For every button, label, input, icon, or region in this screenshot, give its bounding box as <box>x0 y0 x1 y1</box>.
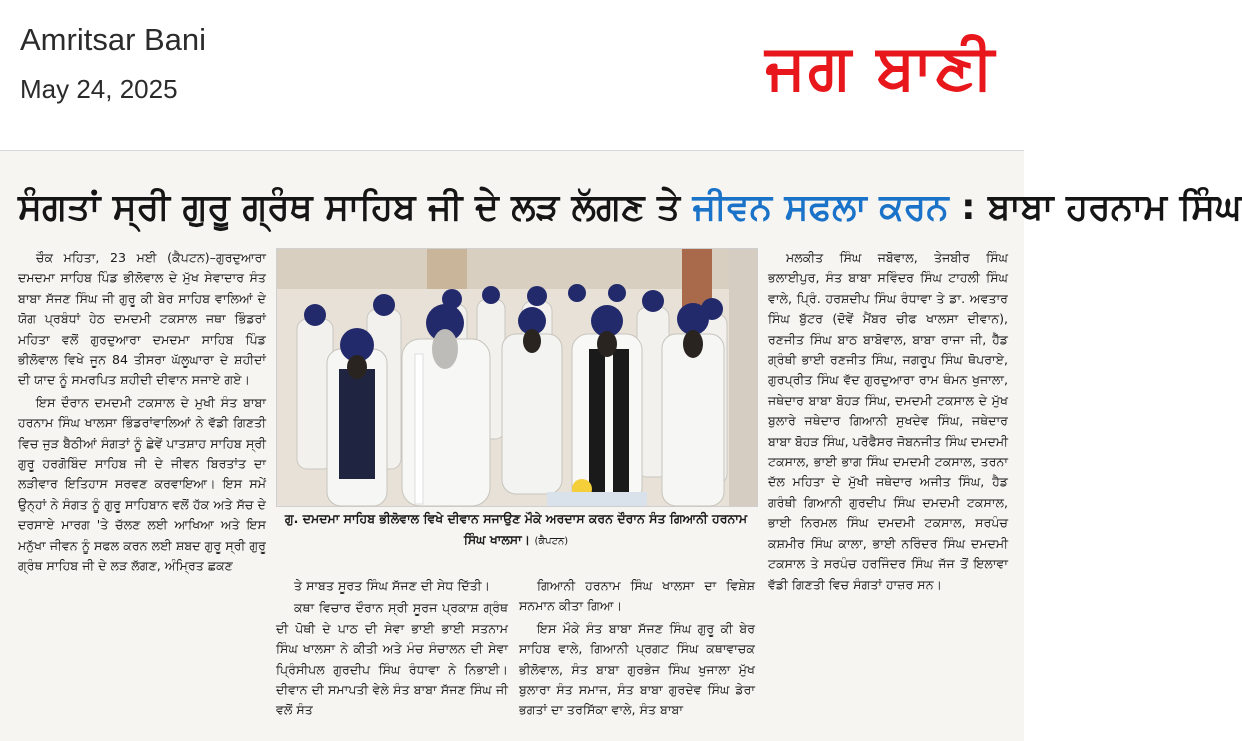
top-header <box>0 0 1024 150</box>
headline-part-2: : ਬਾਬਾ ਹਰਨਾਮ ਸਿੰਘ <box>961 187 1242 228</box>
paragraph: ਇਸ ਮੌਕੇ ਸੰਤ ਬਾਬਾ ਸੱਜਣ ਸਿੰਘ ਗੁਰੂ ਕੀ ਬੇਰ ਸਾਹਿਬ ਵਾਲੇ, ਗਿਆਨੀ ਪ੍ਰਗਟ ਸਿੰਘ ਕਥਾਵਾਚਕ ਭੀਲੋਵਾਲ, ਸੰਤ ਬਾਬਾ ਗੁਰਭੇਜ ਸਿੰਘ ਖੁਜਾਲਾ ਮੁੱਖ ਬੁਲਾਰਾ ਸੰਤ ਸਮਾਜ, ਸੰਤ ਬਾਬਾ ਗੁਰਦੇਵ ਸਿੰਘ ਡੇਰਾ ਭਗਤਾਂ ਦਾ ਤਰਸਿੱਕਾ ਵਾਲੇ, ਸੰਤ ਬਾਬਾ <box>519 620 755 718</box>
publication-date: May 24, 2025 <box>20 74 178 104</box>
article-column-3 <box>519 576 755 741</box>
photo-credit: (ਕੈਪਟਨ) <box>534 536 569 547</box>
headline-highlight: ਜੀਵਨ ਸਫਲਾ ਕਰਨ <box>692 187 949 228</box>
newspaper-masthead: ਜਗ ਬਾਣੀ <box>765 30 996 103</box>
article-headline <box>18 173 1242 243</box>
caption-text: ਗੁ. ਦਮਦਮਾ ਸਾਹਿਬ ਭੀਲੋਵਾਲ ਵਿਖੇ ਦੀਵਾਨ ਸਜਾਉਣ ਮੌਕੇ ਅਰਦਾਸ ਕਰਨ ਦੌਰਾਨ ਸੰਤ ਗਿਆਨੀ ਹਰਨਾਮ ਸਿੰਘ ਖਾਲਸਾ। <box>284 511 748 547</box>
paragraph: ਤੇ ਸਾਬਤ ਸੂਰਤ ਸਿੰਘ ਸੱਜਣ ਦੀ ਸੇਧ ਦਿੱਤੀ। <box>294 578 491 593</box>
paragraph: ਮਲਕੀਤ ਸਿੰਘ ਜਬੋਵਾਲ, ਤੇਜਬੀਰ ਸਿੰਘ ਭਲਾਈਪੁਰ, ਸੰਤ ਬਾਬਾ ਸਵਿੰਦਰ ਸਿੰਘ ਟਾਹਲੀ ਸਿੰਘ ਵਾਲੇ, ਪ੍ਰਿੰ. ਹਰਸ਼ਦੀਪ ਸਿੰਘ ਰੰਧਾਵਾ ਤੇ ਡਾ. ਅਵਤਾਰ ਸਿੰਘ ਬੁੱਟਰ (ਦੋਵੇਂ ਮੈਂਬਰ ਚੀਫ ਖਾਲਸਾ ਦੀਵਾਨ), ਰਣਜੀਤ ਸਿੰਘ ਬਾਠ ਬਾਬੋਵਾਲ, ਬਾਬਾ ਰਾਜਾ ਜੀ, ਹੈੱਡ ਗ੍ਰੰਥੀ ਭਾਈ ਰਣਜੀਤ ਸਿੰਘ, ਜਗਰੂਪ ਸਿੰਘ ਥੋਪਰਾਏ, ਗੁਰਪ੍ਰੀਤ ਸਿੰਘ ਵੱਦ ਗੁਰਦੁਆਰਾ ਰਾਮ ਥੰਮਨ ਖੁਜਾਲਾ, ਜਥੇਦਾਰ ਬਾਬਾ ਬੋਹੜ ਸਿੰਘ, ਦਮਦਮੀ ਟਕਸਾਲ ਦੇ ਮੁੱਖ ਬੁਲਾਰੇ ਜਥੇਦਾਰ ਗਿਆਨੀ ਸੁਖਦੇਵ ਸਿੰਘ, ਜਥੇਦਾਰ ਬਾਬਾ ਬੋਹੜ ਸਿੰਘ, ਪਰੋਫੈਸਰ ਜੋਬਨਜੀਤ ਸਿੰਘ ਦਮਦਮੀ ਟਕਸਾਲ, ਭਾਈ ਭਾਗ ਸਿੰਘ ਦਮਦਮੀ ਟਕਸਾਲ, ਤਰਨਾ ਦੱਲ ਮਹਿਤਾ ਦੇ ਮੁੱਖੀ ਜਥੇਦਾਰ ਅਜੀਤ ਸਿੰਘ, ਹੈਡ ਗਰੰਥੀ ਗਿਆਨੀ ਗੁਰਦੀਪ ਸਿੰਘ ਦਮਦਮੀ ਟਕਸਾਲ, ਭਾਈ ਨਿਰਮਲ ਸਿੰਘ ਦਮਦਮੀ ਟਕਸਾਲ, ਸਰਪੰਚ ਕਸ਼ਮੀਰ ਸਿੰਘ ਕਾਲਾ, ਭਾਈ ਨਰਿੰਦਰ ਸਿੰਘ ਦਮਦਮੀ ਟਕਸਾਲ ਤੇ ਸਰਪੰਚ ਹਰਜਿੰਦਰ ਸਿੰਘ ਜੱਜ ਤੋਂ ਇਲਾਵਾ ਵੱਡੀ ਗਿਣਤੀ ਵਿਚ ਸੰਗਤਾਂ ਹਾਜ਼ਰ ਸਨ। <box>768 250 1008 592</box>
paragraph: ਚੌਕ ਮਹਿਤਾ, 23 ਮਈ (ਕੈਪਟਨ)–ਗੁਰਦੁਆਰਾ ਦਮਦਮਾ ਸਾਹਿਬ ਪਿੰਡ ਭੀਲੋਵਾਲ ਦੇ ਮੁੱਖ ਸੇਵਾਦਾਰ ਸੰਤ ਬਾਬਾ ਸੱਜਣ ਸਿੰਘ ਜੀ ਗੁਰੂ ਕੀ ਬੇਰ ਸਾਹਿਬ ਵਾਲਿਆਂ ਦੇ ਯੋਗ ਪ੍ਰਬੰਧਾਂ ਹੇਠ ਦਮਦਮੀ ਟਕਸਾਲ ਜਥਾ ਭਿੰਡਰਾਂ ਮਹਿਤਾ ਵਲੋਂ ਗੁਰਦੁਆਰਾ ਦਮਦਮਾ ਸਾਹਿਬ ਪਿੰਡ ਭੀਲੋਵਾਲ ਵਿਖੇ ਜੂਨ 84 ਤੀਸਰਾ ਘੱਲੂਘਾਰਾ ਦੇ ਸ਼ਹੀਦਾਂ ਦੀ ਯਾਦ ਨੂੰ ਸਮਰਪਿਤ ਸ਼ਹੀਦੀ ਦੀਵਾਨ ਸਜਾਏ ਗਏ। <box>18 250 266 388</box>
paragraph: ਇਸ ਦੌਰਾਨ ਦਮਦਮੀ ਟਕਸਾਲ ਦੇ ਮੁਖੀ ਸੰਤ ਬਾਬਾ ਹਰਨਾਮ ਸਿੰਘ ਖਾਲਸਾ ਭਿੰਡਰਾਂਵਾਲਿਆਂ ਨੇ ਵੱਡੀ ਗਿਣਤੀ ਵਿਚ ਜੁੜ ਬੈਠੀਆਂ ਸੰਗਤਾਂ ਨੂੰ ਛੇਵੇਂ ਪਾਤਸ਼ਾਹ ਸਾਹਿਬ ਸ੍ਰੀ ਗੁਰੂ ਹਰਗੋਬਿੰਦ ਸਾਹਿਬ ਜੀ ਦੇ ਜੀਵਨ ਬਿਰਤਾਂਤ ਦਾ ਲੜੀਵਾਰ ਇਤਿਹਾਸ ਸਰਵਣ ਕਰਵਾਇਆ। ਇਸ ਸਮੇਂ ਉਨ੍ਹਾਂ ਨੇ ਸੰਗਤ ਨੂੰ ਗੁਰੂ ਸਾਹਿਬਾਨ ਵਲੋਂ ਹੱਕ ਅਤੇ ਸੱਚ ਦੇ ਦਰਸਾਏ ਮਾਰਗ 'ਤੇ ਚੱਲਣ ਲਈ ਆਖਿਆ ਅਤੇ ਇਸ ਮਨੁੱਖਾ ਜੀਵਨ ਨੂੰ ਸਫਲ ਕਰਨ ਲਈ ਸ਼ਬਦ ਗੁਰੂ ਸ੍ਰੀ ਗੁਰੂ ਗ੍ਰੰਥ ਸਾਹਿਬ ਜੀ ਦੇ ਲੜ ਲੱਗਣ, ਅੰਮ੍ਰਿਤ ਛਕਣ <box>18 394 266 574</box>
paragraph: ਗਿਆਨੀ ਹਰਨਾਮ ਸਿੰਘ ਖਾਲਸਾ ਦਾ ਵਿਸ਼ੇਸ਼ ਸਨਮਾਨ ਕੀਤਾ ਗਿਆ। <box>519 578 755 614</box>
article-photo <box>276 248 758 507</box>
headline-part-1: ਸੰਗਤਾਂ ਸ੍ਰੀ ਗੁਰੂ ਗ੍ਰੰਥ ਸਾਹਿਬ ਜੀ ਦੇ ਲੜ ਲੱਗਣ ਤੇ <box>18 187 681 228</box>
photo-illustration <box>277 249 757 506</box>
publication-name: Amritsar Bani <box>20 22 207 57</box>
photo-caption <box>276 508 756 568</box>
news-article <box>0 151 1242 741</box>
paragraph: ਕਥਾ ਵਿਚਾਰ ਦੌਰਾਨ ਸ੍ਰੀ ਸੂਰਜ ਪ੍ਰਕਾਸ਼ ਗ੍ਰੰਥ ਦੀ ਪੋਥੀ ਦੇ ਪਾਠ ਦੀ ਸੇਵਾ ਭਾਈ ਭਾਈ ਸਤਨਾਮ ਸਿੰਘ ਖਾਲਸਾ ਨੇ ਕੀਤੀ ਅਤੇ ਮੰਚ ਸੰਚਾਲਨ ਦੀ ਸੇਵਾ ਪ੍ਰਿੰਸੀਪਲ ਗੁਰਦੀਪ ਸਿੰਘ ਰੰਧਾਵਾ ਨੇ ਨਿਭਾਈ। ਦੀਵਾਨ ਦੀ ਸਮਾਪਤੀ ਵੇਲੇ ਸੰਤ ਬਾਬਾ ਸੱਜਣ ਸਿੰਘ ਜੀ ਵਲੋਂ ਸੰਤ <box>276 600 508 718</box>
article-column-1 <box>18 248 266 738</box>
article-column-4 <box>768 248 1008 738</box>
article-column-2 <box>276 576 508 741</box>
